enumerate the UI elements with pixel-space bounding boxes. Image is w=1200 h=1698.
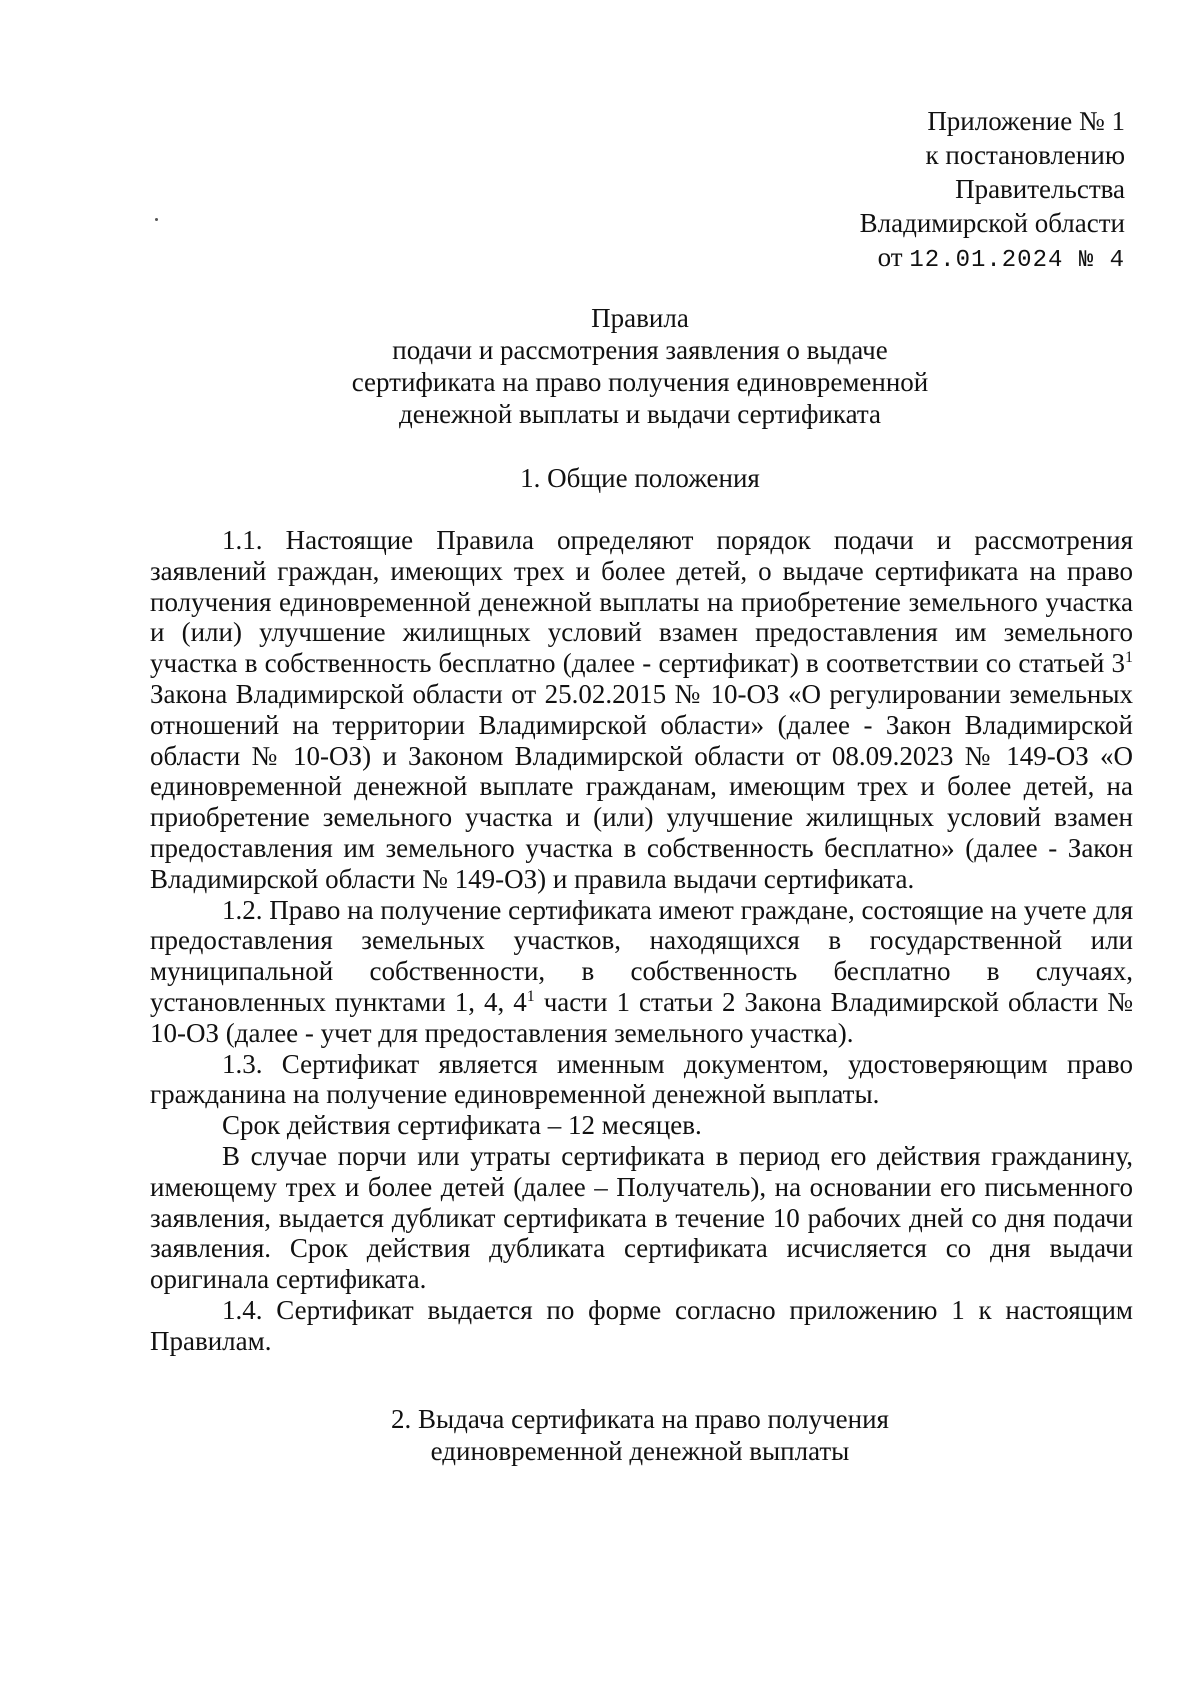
- title-line-1: Правила: [591, 303, 689, 333]
- paragraph-1-3-term: Срок действия сертификата – 12 месяцев.: [222, 1110, 702, 1141]
- annex-line-3: Правительства: [955, 174, 1125, 204]
- paragraph-1-1-superscript: 1: [1125, 649, 1133, 667]
- paragraph-1-2-part-b: части 1 статьи 2 Закона Владимирской области № 10-ОЗ (далее - учет для предоставления земельного участка).: [150, 986, 1133, 1048]
- annex-line-4: Владимирской области: [859, 208, 1125, 238]
- title-line-2: подачи и рассмотрения заявления о выдаче: [392, 335, 888, 365]
- document-title: [150, 302, 1130, 430]
- annex-line-1: Приложение № 1: [927, 106, 1125, 136]
- paragraph-1-1-part-b: Закона Владимирской области от 25.02.2015 № 10-ОЗ «О регулировании земельных отношений на территории Владимирской области» (далее - Закон Владимирской области № 10-ОЗ) и Законом Владимирской области от 08.09.2023 № 149-ОЗ «О единовременной денежной выплате гражданам, имеющим трех и более детей, на приобретение земельного участка и (или) улучшение жилищных условий взамен предоставления им земельного участка в собственность бесплатно» (далее - Закон Владимирской области № 149-ОЗ) и правила выдачи сертификата.: [150, 678, 1133, 894]
- section-2-heading-line-1: 2. Выдача сертификата на право получения: [391, 1404, 889, 1434]
- title-line-4: денежной выплаты и выдачи сертификата: [399, 399, 881, 429]
- section-2-heading: [150, 1403, 1130, 1467]
- paragraph-1-4: 1.4. Сертификат выдается по форме согласно приложению 1 к настоящим Правилам.: [150, 1294, 1133, 1356]
- section-1-body: [150, 525, 1133, 1357]
- annex-block: [705, 104, 1125, 278]
- section-2-heading-line-2: единовременной денежной выплаты: [430, 1436, 850, 1466]
- paragraph-1-3: 1.3. Сертификат является именным документом, удостоверяющим право гражданина на получение единовременной денежной выплаты.: [150, 1048, 1133, 1110]
- scan-speck: [155, 218, 158, 221]
- paragraph-1-3-duplicate: В случае порчи или утраты сертификата в период его действия гражданину, имеющему трех и более детей (далее – Получатель), на основании его письменного заявления, выдается дубликат сертификата в течение 10 рабочих дней со дня подачи заявления. Срок действия дубликата сертификата исчисляется со дня выдачи оригинала сертификата.: [150, 1140, 1133, 1295]
- paragraph-1-1-part-a: 1.1. Настоящие Правила определяют порядок подачи и рассмотрения заявлений граждан, имеющих трех и более детей, о выдаче сертификата на право получения единовременной денежной выплаты на приобретение земельного участка и (или) улучшение жилищных условий взамен предоставления им земельного участка в собственность бесплатно (далее - сертификат) в соответствии со статьей 3: [150, 525, 1133, 679]
- paragraph-1-2-part-a: 1.2. Право на получение сертификата имеют граждане, состоящие на учете для предоставления земельных участков, находящихся в государственной или муниципальной собственности, в собственность бесплатно в случаях, установленных пунктами 1, 4, 4: [150, 894, 1133, 1017]
- paragraph-1-1: [150, 525, 1133, 895]
- annex-date-number: 12.01.2024 № 4: [909, 247, 1125, 274]
- annex-date-prefix: от: [877, 242, 910, 272]
- title-line-3: сертификата на право получения единовременной: [351, 367, 929, 397]
- annex-date-line: [705, 240, 1125, 278]
- paragraph-1-2-superscript: 1: [526, 987, 535, 1005]
- section-1-heading: 1. Общие положения: [520, 463, 760, 493]
- annex-line-2: к постановлению: [925, 140, 1125, 170]
- paragraph-1-2: [150, 895, 1133, 1049]
